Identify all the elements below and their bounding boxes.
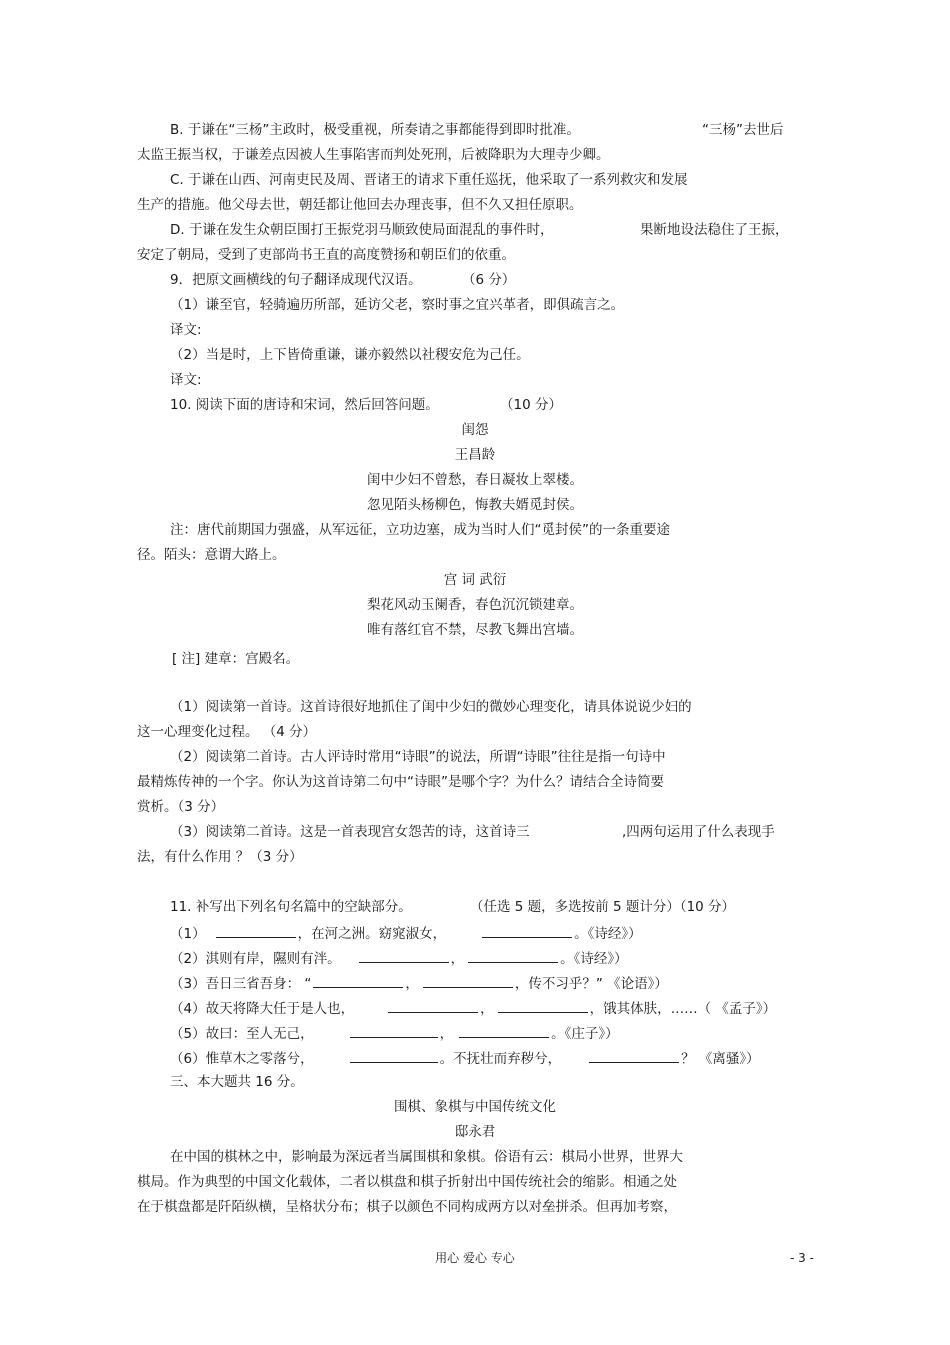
q11-item-2: （2）淇则有岸，隰则有泮。 ， 。《诗经》）: [170, 948, 628, 968]
answer-blank[interactable]: [459, 1023, 549, 1038]
article-title: 围棋、象棋与中国传统文化: [394, 1099, 556, 1115]
q9-title: 9．把原文画横线的句子翻译成现代汉语。: [170, 272, 422, 288]
poem1-note-line2: 径。陌头：意谓大路上。: [137, 547, 286, 563]
q10-sub2-line2: 最精炼传神的一个字。你认为这首诗第二句中“诗眼”是哪个字？为什么？请结合全诗简要: [137, 774, 664, 790]
q10-sub3-line2: 法，有什么作用 ？（3 分）: [137, 849, 303, 865]
q9-score: （6 分）: [462, 272, 516, 288]
q8-option-c-line1: C. 于谦在山西、河南吏民及周、晋诸王的请求下重任巡抚，他采取了一系列救灾和发展: [170, 172, 688, 188]
q10-sub1-line1: （1）阅读第一首诗。这首诗很好地抓住了闺中少妇的微妙心理变化，请具体说说少妇的: [170, 699, 692, 715]
article-para-line1: 在中国的棋林之中，影响最为深远者当属围棋和象棋。俗语有云：棋局小世界，世界大: [170, 1149, 683, 1165]
q8-option-d-line1: D. 于谦在发生众朝臣围打王振党羽马顺致使局面混乱的事件时，: [170, 222, 554, 238]
q10-title: 10. 阅读下面的唐诗和宋词，然后回答问题。: [170, 397, 439, 413]
q10-sub2-line1: （2）阅读第二首诗。古人评诗时常用“诗眼”的说法，所谓“诗眼”往往是指一句诗中: [170, 749, 666, 765]
answer-blank[interactable]: [468, 948, 558, 963]
q11-item-6: （6）惟草木之零落兮， 。不抚壮而弃秽兮， ？ 《离骚》）: [170, 1048, 760, 1068]
q10-sub2-line3: 赏析。（3 分）: [137, 799, 225, 815]
poem2-line1: 梨花风动玉阑香，春色沉沉锁建章。: [367, 597, 583, 613]
article-para-line3: 在于棋盘都是阡陌纵横，呈格状分布；棋子以颜色不同构成两方以对垒拼杀。但再加考察，: [137, 1199, 677, 1215]
q10-sub3-line1: （3）阅读第二首诗。这是一首表现宫女怨苦的诗，这首诗三: [170, 824, 530, 840]
answer-blank[interactable]: [589, 1048, 679, 1063]
q8-option-d-line2: 安定了朝局，受到了吏部尚书王直的高度赞扬和朝臣们的依重。: [137, 247, 515, 263]
poem2-note: [ 注] 建章：宫殿名。: [172, 651, 300, 667]
q11-note: （任选 5 题，多选按前 5 题计分）（10 分）: [470, 899, 736, 915]
poem1-line1: 闺中少妇不曾愁，春日凝妆上翠楼。: [367, 472, 583, 488]
q11-item-3: （3）吾日三省吾身： “ ， ，传不习乎？” 《论语》）: [170, 973, 668, 993]
footer-motto: 用心 爱心 专心: [435, 1251, 515, 1265]
q11-title: 11. 补写出下列名句名篇中的空缺部分。: [170, 899, 412, 915]
section-3-heading: 三、本大题共 16 分。: [170, 1074, 304, 1090]
answer-blank[interactable]: [350, 1023, 438, 1038]
answer-blank[interactable]: [482, 923, 572, 938]
q9-translation-1-label: 译文:: [170, 322, 202, 338]
article-author: 邸永君: [454, 1124, 496, 1140]
poem1-line2: 忽见陌头杨柳色，悔教夫婿觅封侯。: [367, 497, 583, 513]
poem1-author: 王昌龄: [454, 447, 496, 463]
poem2-line2: 唯有落红官不禁，尽教飞舞出宫墙。: [367, 622, 583, 638]
q11-item-4: （4）故天将降大任于是人也， ， ，饿其体肤，……（ 《孟子》）: [170, 998, 776, 1018]
q10-sub3-tail: ,四两句运用了什么表现手: [622, 824, 775, 840]
q9-translation-2-label: 译文:: [170, 372, 202, 388]
q9-sentence-2: （2）当是时，上下皆倚重谦，谦亦毅然以社稷安危为己任。: [170, 347, 530, 363]
page-number: - 3 -: [790, 1251, 814, 1265]
q11-item-5: （5）故曰：至人无己， ， 。《庄子》）: [170, 1023, 619, 1043]
answer-blank[interactable]: [423, 973, 513, 988]
article-para-line2: 棋局。作为典型的中国文化载体，二者以棋盘和棋子折射出中国传统社会的缩影。相通之处: [137, 1174, 677, 1190]
q8-option-b-line1: B. 于谦在“三杨”主政时，极受重视，所奏请之事都能得到即时批准。: [170, 122, 580, 138]
q9-sentence-1: （1）谦至官，轻骑遍历所部，延访父老，察时事之宜兴革者，即俱疏言之。: [170, 297, 625, 313]
answer-blank[interactable]: [388, 998, 478, 1013]
q10-sub1-line2: 这一心理变化过程。 （4 分）: [137, 724, 317, 740]
answer-blank[interactable]: [313, 973, 403, 988]
answer-blank[interactable]: [359, 948, 449, 963]
q8-option-c-line2: 生产的措施。他父母去世，朝廷都让他回去办理丧事，但不久又担任原职。: [137, 197, 583, 213]
q8-option-b-line2: 太监王振当权，于谦差点因被人生事陷害而判处死刑，后被降职为大理寺少卿。: [137, 147, 610, 163]
q11-item-1: （1） ，在河之洲。窈窕淑女， 。《诗经》）: [170, 923, 642, 943]
poem1-title: 闺怨: [461, 422, 489, 438]
q8-option-d-tail: 果断地设法稳住了王振，: [640, 222, 789, 238]
answer-blank[interactable]: [498, 998, 588, 1013]
poem1-note-line1: 注：唐代前期国力强盛，从军远征，立功边塞，成为当时人们“觅封侯”的一条重要途: [170, 522, 670, 538]
answer-blank[interactable]: [216, 923, 296, 938]
q10-score: （10 分）: [500, 397, 562, 413]
q8-option-b-tail: “三杨”去世后: [702, 122, 784, 138]
answer-blank[interactable]: [350, 1048, 438, 1063]
poem2-title-author: 宫 词 武衍: [443, 572, 507, 588]
